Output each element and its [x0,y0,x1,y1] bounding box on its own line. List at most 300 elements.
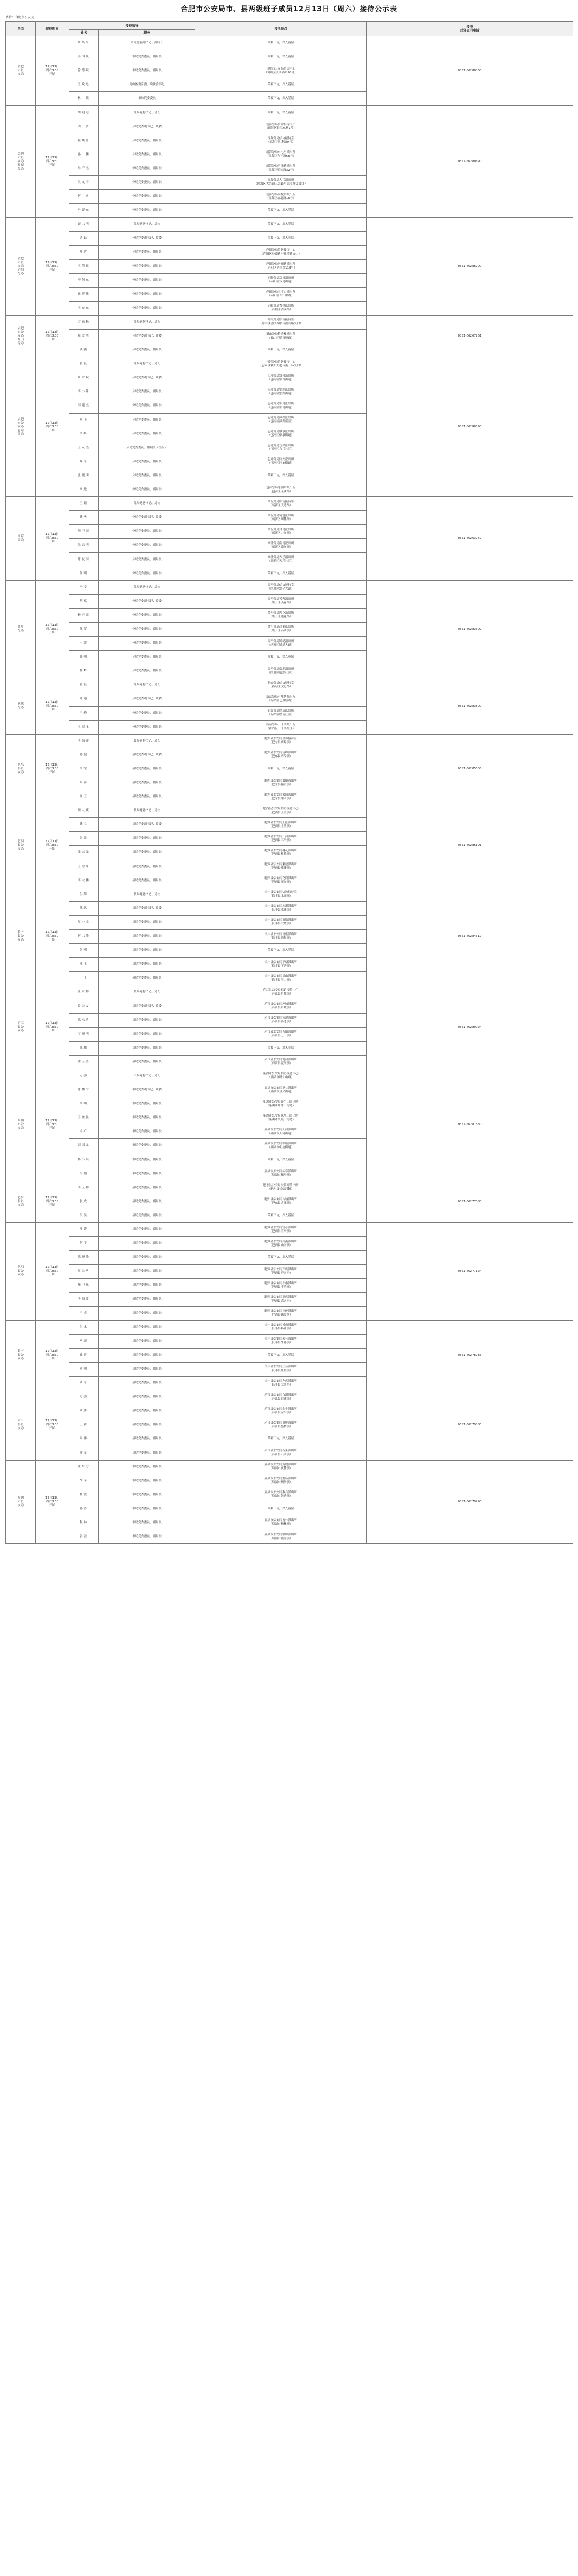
phone-cell: 0551-66283607 [367,580,573,678]
reception-place-cell: 包河分局信访接待中心 （包河区徽州大道与南一环交口） [195,357,367,371]
time-cell: 12月13日 周六8:30 开始 [36,734,69,804]
reception-place-cell: 肥西县公安局山南派出所 （肥西县山南镇） [195,1237,367,1251]
reception-place-cell: 带案下访，深入基层 [195,651,367,664]
reception-place-cell: 包河分局常青派出所 （包河区常青街道） [195,371,367,385]
leader-name-cell: 王波 [69,637,99,651]
leader-name-cell: 徐德斌 [69,64,99,78]
leader-duty-cell: 县局党委委员、副局长 [99,1222,195,1236]
leader-duty-cell: 县局党委委员、副局长 [99,1251,195,1265]
leader-duty-cell: 县局党委委员、副局长 [99,1390,195,1404]
leader-duty-cell: 县局党委委员、副局长 [99,1377,195,1390]
leader-name-cell: 施卫东 [69,1279,99,1293]
unit-cell: 合肥 市公 安局 庐阳 分局 [6,218,36,316]
leader-name-cell: 孙健 [69,748,99,762]
leader-name-cell: 马子杰 [69,162,99,175]
leader-duty-cell: 分局党委书记、局长 [99,678,195,692]
unit-cell: 庐江 县公 安局 [6,1390,36,1460]
leader-name-cell: 徐勇 [69,511,99,525]
time-cell: 12月13日 周六8:30 开始 [36,678,69,734]
leader-duty-cell: 分局党委委员、副局长 [99,483,195,497]
reception-place-cell: 庐江县公安局信访接待中心 （庐江县庐城镇） [195,985,367,999]
leader-name-cell: 程文胜 [69,329,99,343]
leader-duty-cell: 分局党委副书记、政委 [99,692,195,706]
reception-place-cell: 长丰县公安局信访接待室 （长丰县水湖镇） [195,888,367,901]
reception-place-cell: 带案下访，深入基层 [195,1348,367,1362]
leader-name-cell: 王金强 [69,1111,99,1125]
leader-duty-cell: 县局党委委员、副局长 [99,1320,195,1334]
leader-name-cell: 丁晓明 [69,1027,99,1041]
reception-place-cell: 经开分局信访接待室 （经开区繁华大道） [195,580,367,594]
table-row [6,1320,573,1334]
reception-place-cell: 肥西县公安局花岗派出所 （肥西县花岗镇） [195,874,367,888]
leader-name-cell: 方强 [69,1390,99,1404]
leader-name-cell: 张志强 [69,846,99,860]
table-row [6,218,573,232]
phone-cell: 0551-66284619 [367,888,573,985]
header-unit: 单位 [6,22,36,36]
leader-name-cell: 朱海 [69,776,99,790]
leader-name-cell: 刘东 [69,1377,99,1390]
leader-name-cell: 张磊 [69,357,99,371]
leader-duty-cell: 县局党委委员、副局长 [99,846,195,860]
reception-place-cell: 新站分局磨店派出所 （新站区磨店社区） [195,706,367,720]
phone-cell: 0551-66286101 [367,804,573,888]
reception-place-cell: 带案下访，深入基层 [195,50,367,64]
reception-place-cell: 高新分局井岗派出所 （高新区井岗镇） [195,525,367,539]
reception-place-cell: 带案下访，深入基层 [195,78,367,92]
leader-duty-cell: 分局党委书记、局长 [99,218,195,232]
reception-place-cell: 巢湖市公安局信访接待中心 （巢湖市卧牛山路） [195,1069,367,1083]
header-time: 接待时间 [36,22,69,36]
leader-duty-cell: 分局党委委员、副局长 [99,706,195,720]
leader-duty-cell: 分局党委副书记、政委 [99,371,195,385]
leader-name-cell: 郑东 [69,455,99,469]
time-cell: 12月13日 周六8:30 开始 [36,804,69,888]
leader-duty-cell: 分局党委委员、副局长 [99,246,195,259]
leader-name-cell: 李安 [69,580,99,594]
leader-name-cell: 方家松 [69,315,99,329]
leader-duty-cell: 县局党委委员、副局长 [99,1418,195,1432]
reception-place-cell: 肥西县公安局严店派出所 （肥西县严店乡） [195,1265,367,1279]
leader-name-cell: 高明 [69,1097,99,1111]
time-cell: 12月13日 周六8:30 开始 [36,106,69,218]
reception-place-cell: 包河分局滨湖派出所 （包河区滨湖新区） [195,413,367,427]
phone-cell: 0551-66287680 [367,1069,573,1181]
phone-cell: 0551-66283800 [367,678,573,734]
leader-name-cell: 朱启明 [69,539,99,553]
reception-place-cell: 庐阳分局信访接待中心 （庐阳区阜南路与濉溪路交口） [195,246,367,259]
reception-place-cell: 包河分局烟墩派出所 （包河区烟墩街道） [195,427,367,441]
reception-place-cell: 庐阳分局三孝口派出所 （庐阳区长江中路） [195,287,367,301]
table-row [6,804,573,818]
leader-duty-cell: 县局党委书记、局长 [99,985,195,999]
leader-duty-cell: 分局党委委员、副局长（挂职） [99,441,195,455]
page-title: 合肥市公安局市、县两级班子成员12月13日（周六）接待公示表 [180,5,398,13]
leader-duty-cell: 市局党委委员、副局长 [99,1516,195,1530]
phone-cell: 0551-66280890 [367,357,573,497]
phone-cell: 0551-66280360 [367,36,573,106]
leader-duty-cell: 分局党委委员、副局长 [99,175,195,189]
leader-name-cell: 汪家林 [69,985,99,999]
leader-duty-cell: 分局党委委员、副局长 [99,301,195,315]
time-cell: 12月13日 周六8:30 开始 [36,1390,69,1460]
leader-name-cell: 李大鹏 [69,874,99,888]
reception-place-cell: 巢湖市公安局凤凰山派出所 （巢湖市凤凰山街道） [195,1111,367,1125]
leader-name-cell: 陶大庆 [69,804,99,818]
leader-duty-cell: 县局党委委员、副局长 [99,915,195,929]
leader-duty-cell: 蜀山区委常委、政法委书记 [99,78,195,92]
leader-name-cell: 李剑东 [69,273,99,287]
header-leader: 接待领导 [69,22,195,30]
leader-duty-cell: 分局党委委员、副局长 [99,637,195,651]
unit-cell: 经开 分局 [6,580,36,678]
table-row [6,1390,573,1404]
leader-name-cell: 程林 [69,1516,99,1530]
leader-duty-cell: 县局党委书记、局长 [99,734,195,748]
reception-place-cell: 庐江县公安局金牛派出所 （庐江县金牛镇） [195,1404,367,1418]
leader-duty-cell: 县局党委委员、副局长 [99,1362,195,1376]
reception-place-cell: 巢湖市公安局天河派出所 （巢湖市天河街道） [195,1125,367,1139]
leader-duty-cell: 县局党委委员、副局长 [99,874,195,888]
reception-place-cell: 带案下访，深入基层 [195,762,367,776]
leader-name-cell: 潘玉涛 [69,1055,99,1069]
leader-duty-cell: 分局党委委员、副局长 [99,720,195,734]
leader-duty-cell: 分局党委委员、副局长 [99,399,195,413]
reception-place-cell: 蜀山分局信访接待室 （蜀山区望江西路与潜山路交口） [195,315,367,329]
time-cell: 12月13日 周六8:30 开始 [36,580,69,678]
leader-duty-cell: 市局党委委员、副局长 [99,1167,195,1181]
leader-duty-cell: 市局党委委员、副局长 [99,1474,195,1488]
leader-name-cell: 陆军 [69,1446,99,1460]
leader-name-cell: 王杰 [69,1306,99,1320]
leader-name-cell: 周某平 [69,36,99,50]
reception-place-cell: 肥西县公安局信访接待中心 （肥西县上派镇） [195,804,367,818]
leader-duty-cell: 县局党委书记、局长 [99,888,195,901]
leader-name-cell: 刘跃 [69,232,99,246]
reception-place-cell: 经开分局芙蓉派出所 （经开区芙蓉路） [195,594,367,608]
leader-name-cell: 王苗斌 [69,259,99,273]
leader-duty-cell: 分局党委委员、副局长 [99,567,195,580]
reception-place-cell: 肥东县公安局信访接待室 （肥东县店埠镇） [195,734,367,748]
phone-cell: 0551-66279990 [367,1460,573,1544]
unit-cell: 巢湖 市公 安局 [6,1069,36,1181]
leader-duty-cell: 市局党委委员、副局长 [99,1125,195,1139]
phone-cell: 0551-66286700 [367,218,573,316]
leader-duty-cell: 市局党委委员、副局长 [99,1153,195,1167]
leader-duty-cell: 县局党委委员、副局长 [99,1293,195,1306]
leader-name-cell: 王颖 [69,497,99,511]
unit-cell: 高新 分局 [6,497,36,581]
leader-duty-cell: 分局党委委员、副局长 [99,273,195,287]
reception-place-cell: 巢湖市公安局银屏派出所 （巢湖市银屏镇） [195,1530,367,1544]
leader-duty-cell: 分局党委委员、副局长 [99,204,195,218]
leader-name-cell: 周金勇 [69,1265,99,1279]
table-row [6,1222,573,1236]
reception-place-cell: 庐阳分局亳州路派出所 （庐阳区亳州路118号） [195,259,367,273]
leader-name-cell: 孙涛 [69,1502,99,1516]
phone-cell: 0551-66263947 [367,497,573,581]
leader-duty-cell: 分局党委委员、副局长 [99,134,195,148]
leader-name-cell: 许东方 [69,1460,99,1474]
reception-place-cell: 带案下访，深入基层 [195,1502,367,1516]
unit-cell: 长丰 县公 安局 [6,1320,36,1390]
leader-duty-cell: 县局党委书记、局长 [99,804,195,818]
leader-duty-cell: 分局党委书记、局长 [99,357,195,371]
leader-name-cell: 王新 [69,1418,99,1432]
leader-name-cell: 孙明 [69,651,99,664]
reception-place-cell: 带案下访，深入基层 [195,1432,367,1446]
reception-place-cell: 长丰县公安局双墩派出所 （长丰县双墩镇） [195,915,367,929]
leader-duty-cell: 分局党委委员、副局长 [99,651,195,664]
reception-place-cell: 长丰县公安局下塘派出所 （长丰县下塘镇） [195,958,367,972]
unit-cell: 长丰 县公 安局 [6,888,36,985]
phone-cell: 0551-66278936 [367,1320,573,1390]
leader-duty-cell: 分局党委委员、副局长 [99,525,195,539]
reception-place-cell: 肥东县公安局长临河派出所 （肥东县长临河镇） [195,1181,367,1195]
leader-duty-cell: 分局党委书记、局长 [99,497,195,511]
leader-duty-cell: 分局党委委员、副局长 [99,427,195,441]
leader-name-cell: 武鑫 [69,343,99,357]
leader-name-cell: 许超 [69,692,99,706]
unit-cell: 肥东 县公 安局 [6,734,36,804]
leader-name-cell: 杜岭 [69,664,99,678]
leader-duty-cell: 县局党委委员、副局长 [99,1265,195,1279]
reception-place-cell: 包河分局望湖派出所 （包河区望湖街道） [195,385,367,399]
leader-name-cell: 孙 鹏 [69,148,99,162]
leader-duty-cell: 县局党委委员、副局长 [99,930,195,944]
reception-place-cell: 巢湖市公安局中庙派出所 （巢湖市中庙街道） [195,1139,367,1153]
reception-place-cell: 经开分局锦绣派出所 （经开区锦绣大道） [195,637,367,651]
leader-name-cell: 王宏飞 [69,720,99,734]
leader-name-cell: 王入杰 [69,441,99,455]
leader-name-cell: 朱永 [69,1320,99,1334]
reception-place-cell: 蜀山分局稻香楼派出所 （蜀山区稻香楼路） [195,329,367,343]
leader-duty-cell: 县局党委委员、副局长 [99,1055,195,1069]
reception-place-cell: 肥西县公安局桃花派出所 （肥西县桃花镇） [195,846,367,860]
leader-duty-cell: 分局党委副书记、政委 [99,232,195,246]
leader-duty-cell: 县局党委委员、副局长 [99,832,195,846]
reception-place-cell: 肥西县公安局高店派出所 （肥西县高店乡） [195,1293,367,1306]
leader-name-cell: 叶进 [69,246,99,259]
table-row [6,734,573,748]
unit-cell: 新站 分局 [6,678,36,734]
leader-duty-cell: 分局党委副书记、政委 [99,329,195,343]
leader-duty-cell: 县局党委委员、副局长 [99,944,195,958]
leader-name-cell: 冯刚 [69,1167,99,1181]
table-row [6,580,573,594]
reception-place-cell: 巢湖市公安局亚父派出所 （巢湖市亚父街道） [195,1083,367,1097]
reception-place-cell: 长丰县公安局左店派出所 （长丰县左店乡） [195,1377,367,1390]
reception-place-cell: 带案下访，深入基层 [195,1209,367,1222]
time-cell: 12月13日 周六8:30 开始 [36,888,69,985]
phone-cell: 0551-66277080 [367,1181,573,1222]
table-body [6,36,573,1544]
leader-name-cell: 彭辉 [69,888,99,901]
table-row [6,985,573,999]
leader-name-cell: 陈思 [69,901,99,915]
leader-duty-cell: 县局党委委员、副局长 [99,1181,195,1195]
leader-name-cell: 王雪峰 [69,860,99,874]
leader-name-cell: 陶卫国 [69,525,99,539]
reception-place-cell: 巢湖市公安局散兵派出所 （巢湖市散兵镇） [195,1488,367,1502]
reception-place-cell: 带案下访，深入基层 [195,106,367,120]
leader-duty-cell: 县局党委副书记、政委 [99,818,195,832]
phone-cell: 0551-66289024 [367,985,573,1069]
leader-duty-cell: 分局党委委员、副局长 [99,469,195,483]
leader-name-cell: 王峰 [69,706,99,720]
leader-duty-cell: 县局党委委员、副局长 [99,1446,195,1460]
phone-cell: 0551-66280690 [367,106,573,218]
reception-place-cell: 庐江县公安局泥河派出所 （庐江县泥河镇） [195,1055,367,1069]
table-row [6,357,573,371]
unit-cell: 合肥 市公 安局 包河 分局 [6,357,36,497]
reception-place-cell: 巢湖市公安局卧牛山派出所 （巢湖市卧牛山街道） [195,1097,367,1111]
leader-name-cell: 陈军 [69,622,99,636]
unit-cell: 巢湖 市公 安局 [6,1460,36,1544]
leader-name-cell: 董明 [69,1362,99,1376]
leader-duty-cell: 县局党委副书记、政委 [99,999,195,1013]
reception-place-cell: 新站分局三十头派出所 （新站区三十头社区） [195,720,367,734]
leader-duty-cell: 县局党委委员、副局长 [99,1013,195,1027]
leader-name-cell: 汪飞 [69,958,99,972]
leader-name-cell: 马智东 [69,204,99,218]
table-row [6,678,573,692]
leader-duty-cell: 县局党委委员、副局长 [99,1306,195,1320]
leader-name-cell: 陈林宁 [69,1083,99,1097]
phone-cell: 0551-66277124 [367,1222,573,1320]
reception-place-cell: 巢湖市公安局黄麓派出所 （巢湖市黄麓镇） [195,1460,367,1474]
leader-duty-cell: 县局党委委员、副局长 [99,958,195,972]
time-cell: 12月13日 周六8:30 开始 [36,36,69,106]
leader-name-cell: 吴昊 [69,1209,99,1222]
table-row [6,1069,573,1083]
leader-name-cell: 许卫 [69,790,99,804]
leader-name-cell: 张磊 [69,1530,99,1544]
header-name: 姓名 [69,30,99,36]
leader-name-cell: 何平 [69,1237,99,1251]
leader-duty-cell: 分局党委委员、副局长 [99,343,195,357]
leader-name-cell: 陈晓峰 [69,1251,99,1265]
leader-name-cell: 胡斌 [69,594,99,608]
leader-duty-cell: 市局党委副书记、政委 [99,1083,195,1097]
header-place: 接待地点 [195,22,367,36]
leader-name-cell: 周伟 [69,1432,99,1446]
time-cell: 12月13日 周六8:30 开始 [36,315,69,357]
reception-place-cell: 庐江县公安局石头派出所 （庐江县石头镇） [195,1446,367,1460]
reception-place-cell: 经开分局高刘派出所 （经开区高刘镇） [195,622,367,636]
leader-duty-cell: 分局党委委员、副局长 [99,664,195,678]
reception-place-cell: 带案下访，深入基层 [195,944,367,958]
leader-name-cell: 陶飞 [69,413,99,427]
reception-place-cell: 瑶海分局信访接待大厅 （瑶海区长江东路1号） [195,120,367,134]
leader-name-cell: 孔祥 [69,1348,99,1362]
reception-place-cell: 带案下访，深入基层 [195,469,367,483]
leader-duty-cell: 市局党委委员、副局长 [99,1530,195,1544]
reception-table [5,21,573,1544]
time-cell: 12月13日 周六8:30 开始 [36,1222,69,1320]
leader-name-cell: 万强 [69,1069,99,1083]
time-cell: 12月13日 周六8:30 开始 [36,985,69,1069]
leader-duty-cell: 市局党委委员、副局长 [99,50,195,64]
leader-name-cell: 王致远 [69,78,99,92]
leader-name-cell: 杨正高 [69,608,99,622]
leader-duty-cell: 分局党委委员、副局长 [99,553,195,567]
leader-duty-cell: 市局党委副书记、副局长 [99,36,195,50]
leader-name-cell: 王丁 [69,972,99,985]
leader-duty-cell: 县局党委副书记、政委 [99,748,195,762]
reception-place-cell: 巢湖市公安局槐林派出所 （巢湖市槐林镇） [195,1516,367,1530]
time-cell: 12月13日 周六8:30 开始 [36,1069,69,1181]
leader-duty-cell: 分局党委委员、副局长 [99,413,195,427]
unit-cell: 合肥 市公 安局 [6,36,36,106]
leader-name-cell: 杨波 [69,1488,99,1502]
table-row [6,497,573,511]
reception-place-cell: 瑶海分局大兴派出所 （瑶海区大兴镇三合路与郎溪路交叉口） [195,175,367,189]
leader-duty-cell: 分局党委副书记、政委 [99,511,195,525]
phone-cell: 0551-66267261 [367,315,573,357]
leader-name-cell: 顾宗明 [69,218,99,232]
leader-name-cell: 张成 [69,1195,99,1209]
leader-name-cell: 何 睿 [69,190,99,204]
reception-place-cell: 庐江县公安局汤池派出所 （庐江县汤池镇） [195,1013,367,1027]
leader-duty-cell: 市局党委委员、副局长 [99,64,195,78]
reception-place-cell: 肥西县公安局丰乐派出所 （肥西县丰乐镇） [195,1279,367,1293]
leader-duty-cell: 县局党委委员、副局长 [99,1195,195,1209]
leader-name-cell: 吴文宁 [69,175,99,189]
reception-place-cell: 庐江县公安局万山派出所 （庐江县万山镇） [195,1027,367,1041]
reception-place-cell: 肥西县公安局紫蓬派出所 （肥西县紫蓬镇） [195,860,367,874]
leader-name-cell: 林 纯 [69,92,99,106]
leader-name-cell: 孙建伟 [69,287,99,301]
leader-duty-cell: 分局党委副书记、政委 [99,594,195,608]
leader-duty-cell: 市局党委委员、副局长 [99,1488,195,1502]
reception-place-cell: 带案下访，深入基层 [195,1251,367,1265]
reception-place-cell: 巢湖市公安局柘皋派出所 （巢湖市柘皋镇） [195,1167,367,1181]
reception-place-cell: 肥西县公安局铭传派出所 （肥西县铭传乡） [195,1306,367,1320]
reception-place-cell: 庐江县公安局庐城派出所 （庐江县庐城镇） [195,999,367,1013]
leader-duty-cell: 县局党委委员、副局长 [99,1041,195,1055]
leader-name-cell: 刘勇 [69,1404,99,1418]
reception-place-cell: 巢湖市公安局烔炀派出所 （巢湖市烔炀镇） [195,1474,367,1488]
leader-duty-cell: 市局党委委员、副局长 [99,1139,195,1153]
unit-cell: 合肥 市公 安局 蜀山 分局 [6,315,36,357]
header-phone: 接待 对外公示电话 [367,22,573,36]
reception-place-cell: 高新分局信访接待室 （高新区天达路） [195,497,367,511]
leader-name-cell: 李海洋 [69,734,99,748]
reception-place-cell: 肥西县公安局上派派出所 （肥西县上派镇） [195,818,367,832]
reception-place-cell: 庐江县公安局盛桥派出所 （庐江县盛桥镇） [195,1418,367,1432]
leader-duty-cell: 县局党委委员、副局长 [99,1237,195,1251]
leader-name-cell: 周荣斌 [69,371,99,385]
table-row [6,315,573,329]
reception-place-cell: 瑶海分局铜陵路派出所 （瑶海区站北路16号） [195,190,367,204]
leader-duty-cell: 分局党委委员、副局长 [99,608,195,622]
time-cell: 12月13日 周六8:30 开始 [36,1460,69,1544]
reception-place-cell: 高新分局南岗派出所 （高新区南岗镇） [195,539,367,553]
time-cell: 12月13日 周六8:30 开始 [36,357,69,497]
leader-duty-cell: 县局党委委员、副局长 [99,1404,195,1418]
leader-duty-cell: 分局党委委员、副局长 [99,148,195,162]
leader-name-cell: 张波 [69,832,99,846]
leader-duty-cell: 分局党委书记、局长 [99,315,195,329]
reception-place-cell: 高新分局天乐派出所 （高新区天乐社区） [195,553,367,567]
reception-place-cell: 长丰县公安局水湖派出所 （长丰县水湖镇） [195,901,367,915]
leader-duty-cell: 县局党委委员、副局长 [99,790,195,804]
reception-place-cell: 带案下访，深入基层 [195,92,367,106]
table-row [6,1460,573,1474]
leader-duty-cell: 市局党委委员、副局长 [99,1097,195,1111]
reception-place-cell: 经开分局临湖派出所 （经开区临湖社区） [195,664,367,678]
